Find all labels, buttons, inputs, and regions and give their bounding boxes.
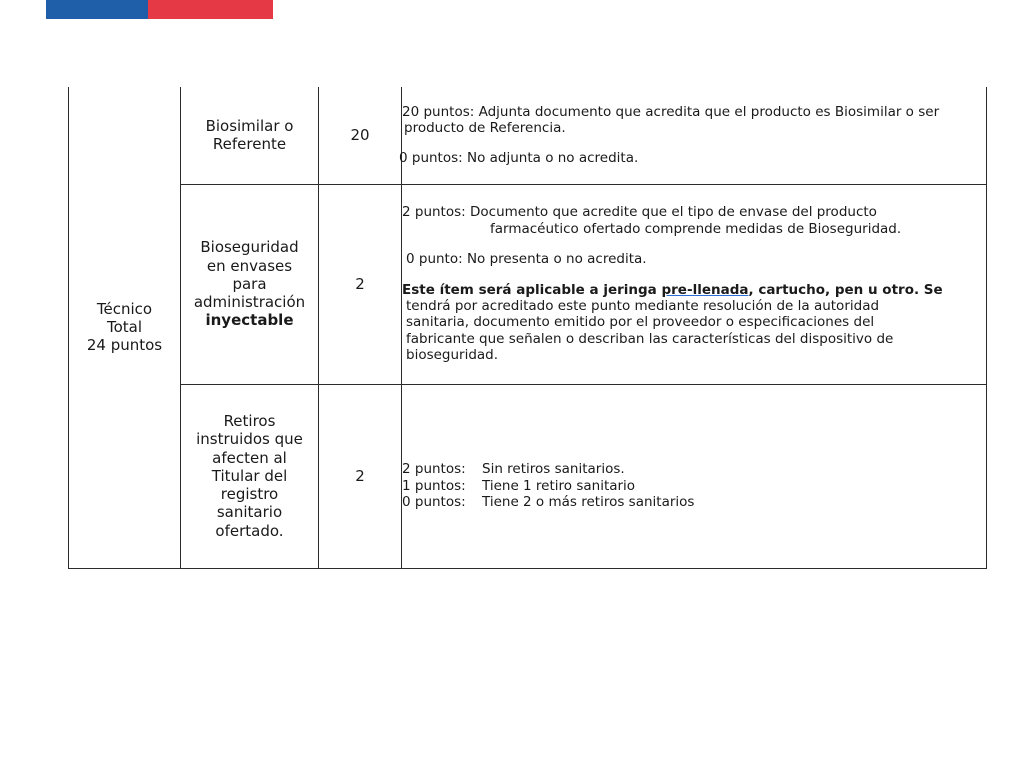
description-line: sanitaria, documento emitido por el proveedor o especificaciones del — [406, 314, 875, 331]
score-text: Tiene 2 o más retiros sanitarios — [482, 494, 695, 511]
score-text: Sin retiros sanitarios. — [482, 461, 625, 478]
description-line: 20 puntos: Adjunta documento que acredita que el producto es Biosimilar o ser — [402, 103, 940, 120]
criterion-name-line: ofertado. — [215, 521, 284, 540]
score-label: 1 puntos: — [402, 477, 466, 494]
score-label: 2 puntos: — [402, 461, 466, 478]
header-flag-red-bar — [148, 0, 273, 19]
description-line: 2 puntos: Documento que acredite que el tipo de envase del producto — [402, 204, 877, 221]
criterion-name-cell — [181, 184, 319, 384]
table-row — [69, 87, 987, 184]
category-line: 24 puntos — [86, 336, 163, 355]
description-line: bioseguridad. — [406, 347, 499, 364]
criterion-name-line: Biosimilar o — [205, 116, 294, 135]
category-line: Técnico — [96, 299, 153, 318]
category-line: Total — [106, 318, 143, 337]
score-line — [402, 494, 986, 510]
criterion-description-cell — [399, 87, 987, 184]
description-text: , cartucho, pen u otro. Se — [748, 281, 943, 298]
criterion-name-line: sanitario — [216, 503, 283, 522]
description-text: Este ítem será aplicable a jeringa — [402, 281, 662, 298]
criterion-description-cell — [402, 184, 987, 384]
description-line: tendrá por acreditado este punto mediante resolución de la autoridad — [406, 298, 880, 314]
description-line: fabricante que señalen o describan las características del dispositivo de — [406, 330, 894, 347]
criterion-name-cell — [181, 384, 319, 568]
criterion-name-line: registro — [220, 485, 279, 504]
spellcheck-underlined-word: pre-llenada — [661, 281, 749, 298]
criterion-name-line: para — [232, 274, 267, 293]
criterion-name-cell — [181, 87, 319, 184]
table-row — [69, 184, 987, 384]
criterion-points-cell: 2 — [319, 384, 402, 568]
description-line — [402, 282, 986, 298]
criterion-points-cell: 2 — [319, 184, 402, 384]
criterion-name-line: afecten al — [212, 448, 287, 467]
table-row — [69, 384, 987, 568]
criterion-name-line: Titular del — [211, 466, 288, 485]
criterion-name-line: instruidos que — [196, 430, 303, 449]
score-text: Tiene 1 retiro sanitario — [482, 477, 636, 494]
description-line: producto de Referencia. — [404, 120, 566, 137]
criterion-description-cell — [402, 384, 987, 568]
description-line: farmacéutico ofertado comprende medidas de Bioseguridad. — [490, 220, 902, 237]
criterion-name-line: Referente — [212, 135, 287, 154]
criterion-name-line: inyectable — [205, 311, 294, 330]
description-line: 0 punto: No presenta o no acredita. — [406, 251, 647, 268]
description-line: 0 puntos: No adjunta o no acredita. — [399, 150, 639, 167]
header-flag-blue-bar — [46, 0, 148, 19]
criterion-name-line: Retiros — [223, 411, 276, 430]
criterion-points-cell: 20 — [319, 87, 402, 184]
criterion-name-line: administración — [193, 293, 306, 312]
score-line — [402, 461, 986, 477]
criterion-name-line: Bioseguridad — [200, 238, 299, 257]
score-line — [402, 478, 986, 494]
criterion-name-line: en envases — [206, 256, 293, 275]
category-cell — [69, 87, 181, 568]
score-label: 0 puntos: — [402, 494, 466, 511]
evaluation-criteria-table — [68, 87, 987, 569]
